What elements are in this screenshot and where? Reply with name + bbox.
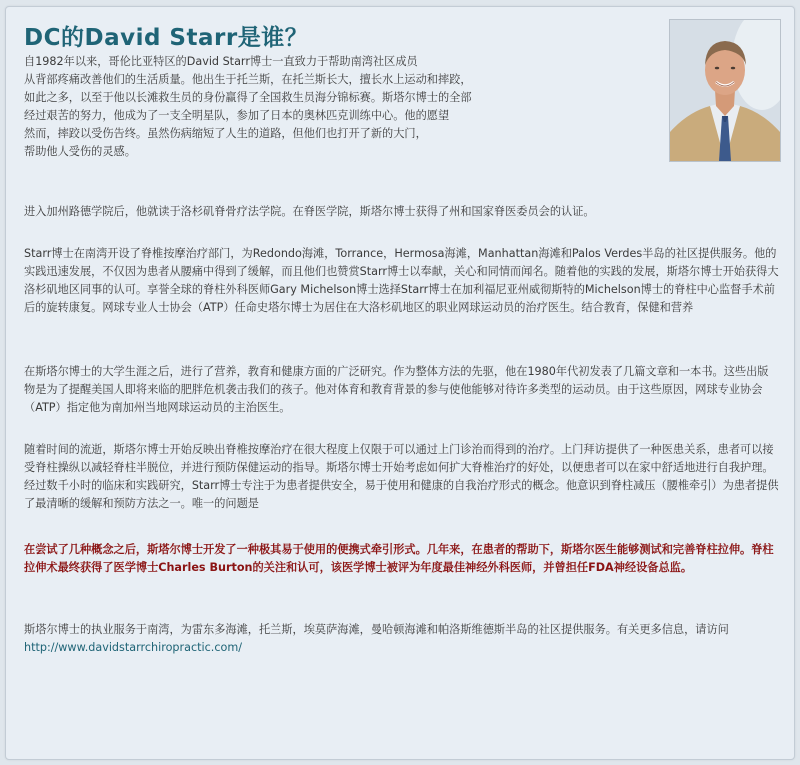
highlight-paragraph: 在尝试了几种概念之后，斯塔尔博士开发了一种极其易于使用的便携式牵引形式。几年来，在患者的帮助下，斯塔尔医生能够测试和完善脊柱拉伸。脊柱拉伸术最终获得了医学博士Charles Burton的关注和认可，该医学博士被评为年度最佳神经外科医师，并曾担任FDA神经设备总监。 <box>24 543 774 574</box>
portrait-photo <box>669 19 781 162</box>
content-panel <box>5 6 795 760</box>
contact-paragraph <box>24 621 779 657</box>
intro-line: 自1982年以来，哥伦比亚特区的David Starr博士一直致力于帮助南湾社区成员 <box>24 55 418 68</box>
intro-line: 然而，摔跤以受伤告终。虽然伤病缩短了人生的道路，但他们也打开了新的大门， <box>24 127 427 140</box>
website-link[interactable]: http://www.davidstarrchiropractic.com/ <box>24 641 242 654</box>
intro-line: 帮助他人受伤的灵感。 <box>24 145 136 158</box>
page-title: DC的David Starr是谁？ <box>24 25 309 51</box>
practice-paragraph: Starr博士在南湾开设了脊椎按摩治疗部门，为Redondo海滩，Torrance，Hermosa海滩，Manhattan海滩和Palos Verdes半岛的社区提供服务。他的实践迅速发展，不仅因为患者从腰痛中得到了缓解，而且他们也赞赏Starr博士以奉献，关心和同情而闻名。随着他的实践的发展，斯塔尔博士开始获得大洛杉矶地区同事的认可。享誉全球的脊柱外科医师Gary Michelson博士选择Starr博士在加利福尼亚州威彻斯特的Michelson博士的脊柱中心监督手术前后的旋转康复。网球专业人士协会（ATP）任命史塔尔博士为居住在大洛杉矶地区的职业网球运动员的治疗医生。结合教育，保健和营养 <box>24 247 779 314</box>
decompression-paragraph: 随着时间的流逝，斯塔尔博士开始反映出脊椎按摩治疗在很大程度上仅限于可以通过上门诊治而得到的治疗。上门拜访提供了一种医患关系，患者可以接受脊柱操纵以减轻脊柱半脱位，并进行预防保健运动的指导。斯塔尔博士开始考虑如何扩大脊椎治疗的好处，以便患者可以在家中舒适地进行自我护理。经过数千小时的临床和实践研究，Starr博士专注于为患者提供安全，易于使用和健康的自我治疗形式的概念。他意识到脊柱减压（腰椎牵引）为患者提供了最清晰的缓解和预防方法之一。唯一的问题是 <box>24 443 779 510</box>
contact-text: 斯塔尔博士的执业服务于南湾，为雷东多海滩，托兰斯，埃莫萨海滩，曼哈顿海滩和帕洛斯维德斯半岛的社区提供服务。有关更多信息，请访问 <box>24 623 729 636</box>
research-paragraph: 在斯塔尔博士的大学生涯之后，进行了营养，教育和健康方面的广泛研究。作为整体方法的先驱，他在1980年代初发表了几篇文章和一本书。这些出版物是为了提醒美国人即将来临的肥胖危机袭击我们的孩子。他对体育和教育背景的参与使他能够对待许多类型的运动员。由于这些原因，网球专业协会（ATP）指定他为南加州当地网球运动员的主治医生。 <box>24 365 769 414</box>
education-paragraph: 进入加州路德学院后，他就读于洛杉矶脊骨疗法学院。在脊医学院，斯塔尔博士获得了州和国家脊医委员会的认证。 <box>24 205 595 218</box>
intro-line: 经过艰苦的努力，他成为了一支全明星队，参加了日本的奥林匹克训练中心。他的愿望 <box>24 109 450 122</box>
intro-line: 从背部疼痛改善他们的生活质量。他出生于托兰斯，在托兰斯长大，擅长水上运动和摔跤， <box>24 73 472 86</box>
intro-paragraph <box>24 53 524 161</box>
intro-line: 如此之多，以至于他以长滩救生员的身份赢得了全国救生员海分锦标赛。斯塔尔博士的全部 <box>24 91 472 104</box>
